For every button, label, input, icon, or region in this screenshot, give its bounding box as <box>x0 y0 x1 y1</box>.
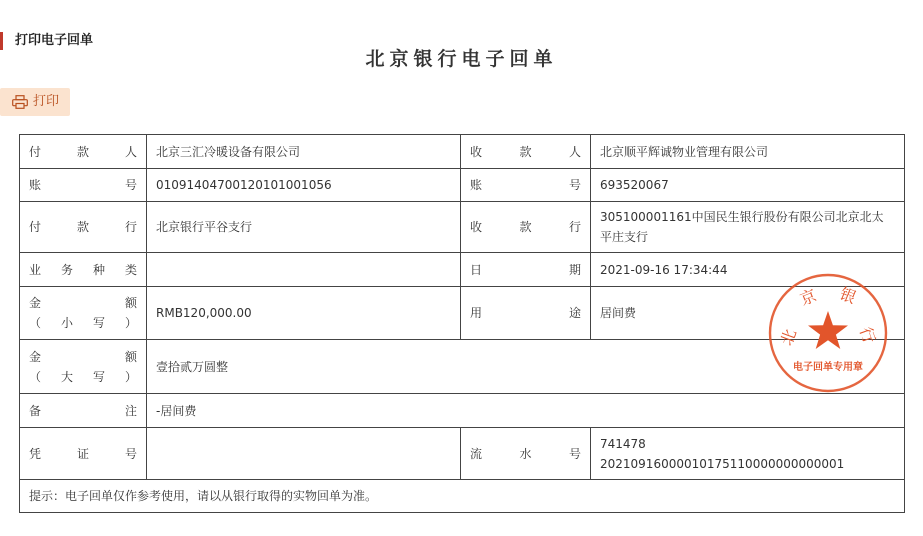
field-label <box>20 253 147 287</box>
label-char: 行 <box>568 220 581 234</box>
label-char: 金 <box>29 296 42 310</box>
label-char: （ <box>29 369 42 384</box>
field-label <box>461 253 591 287</box>
label-char: 金 <box>29 349 42 364</box>
label-char: 日 <box>470 262 483 277</box>
field-value <box>147 253 461 287</box>
label-char: 号 <box>124 446 137 461</box>
field-label <box>461 202 591 253</box>
field-value: 2021-09-16 17:34:44 <box>591 253 905 287</box>
label-char: ） <box>124 369 137 384</box>
label-char: 款 <box>76 220 89 234</box>
receipt-row <box>20 169 905 202</box>
label-char: 用 <box>470 306 483 320</box>
label-char: （ <box>29 316 42 330</box>
print-button[interactable] <box>0 88 70 116</box>
field-value: 01091404700120101001056 <box>147 169 461 202</box>
label-char: 证 <box>76 446 89 461</box>
label-char: 类 <box>124 262 137 277</box>
receipt-row <box>20 202 905 253</box>
label-char: 备 <box>29 403 42 418</box>
label-char: 人 <box>568 144 581 159</box>
label-char: 账 <box>470 178 483 192</box>
printer-icon <box>12 95 28 109</box>
label-char: 务 <box>60 262 73 277</box>
label-char: 业 <box>29 262 42 277</box>
label-char: 凭 <box>29 446 42 461</box>
label-char: 收 <box>470 220 483 234</box>
receipt-row <box>20 428 905 480</box>
label-char: 种 <box>92 262 105 277</box>
label-char: ） <box>124 316 137 330</box>
label-char: 途 <box>568 306 581 320</box>
svg-text:行: 行 <box>855 324 880 346</box>
receipt-row <box>20 135 905 169</box>
page-title: 北京银行电子回单 <box>365 48 558 70</box>
label-char: 号 <box>568 178 581 192</box>
field-value: 居间费 <box>591 287 905 340</box>
serial-number: 741478 <box>600 436 646 451</box>
label-char: 款 <box>519 144 532 159</box>
field-value: -居间费 <box>147 394 905 428</box>
field-value: 北京三汇冷暖设备有限公司 <box>147 135 461 169</box>
field-label <box>461 287 591 340</box>
svg-text:电子回单专用章: 电子回单专用章 <box>793 362 863 373</box>
field-label <box>20 428 147 480</box>
label-char: 大 <box>60 369 73 384</box>
label-char: 额 <box>124 349 137 364</box>
field-label <box>461 428 591 480</box>
field-label <box>20 169 147 202</box>
label-char: 款 <box>76 144 89 159</box>
print-button-label: 打印 <box>33 94 60 109</box>
field-value: 壹拾贰万圆整 <box>147 340 905 394</box>
field-label <box>20 340 147 394</box>
field-label <box>20 135 147 169</box>
label-char: 付 <box>29 220 42 234</box>
field-value: 305100001161中国民生银行股份有限公司北京北太平庄支行 <box>591 202 905 253</box>
label-char: 流 <box>470 446 483 461</box>
field-label <box>20 202 147 253</box>
label-char: 号 <box>124 178 137 192</box>
field-value: 北京顺平辉诚物业管理有限公司 <box>591 135 905 169</box>
label-char: 期 <box>568 262 581 277</box>
label-char: 号 <box>568 446 581 461</box>
svg-text:北: 北 <box>776 326 801 348</box>
receipt-row <box>20 480 905 513</box>
field-label <box>20 287 147 340</box>
svg-text:银: 银 <box>836 283 859 308</box>
field-label <box>461 169 591 202</box>
label-char: 写 <box>92 316 105 330</box>
svg-text:京: 京 <box>797 285 820 310</box>
bank-seal-stamp <box>766 271 890 395</box>
field-label <box>461 135 591 169</box>
receipt-row <box>20 394 905 428</box>
field-label <box>20 394 147 428</box>
label-char: 款 <box>519 220 532 234</box>
label-char: 人 <box>124 144 137 159</box>
field-value: 北京银行平谷支行 <box>147 202 461 253</box>
label-char: 付 <box>29 144 42 159</box>
label-char: 写 <box>92 369 105 384</box>
field-value <box>147 428 461 480</box>
field-value: RMB120,000.00 <box>147 287 461 340</box>
label-char: 水 <box>519 446 532 461</box>
label-char: 行 <box>124 220 137 234</box>
label-char: 账 <box>29 178 42 192</box>
section-label: 打印电子回单 <box>0 32 93 50</box>
field-value <box>591 428 905 480</box>
label-char: 注 <box>124 403 137 418</box>
field-value: 693520067 <box>591 169 905 202</box>
label-char: 收 <box>470 144 483 159</box>
label-char: 小 <box>60 316 73 330</box>
label-char: 额 <box>124 296 137 310</box>
serial-number-long: 20210916000010175110000000000001 <box>600 456 845 471</box>
hint-text: 提示：电子回单仅作参考使用，请以从银行取得的实物回单为准。 <box>20 480 905 513</box>
